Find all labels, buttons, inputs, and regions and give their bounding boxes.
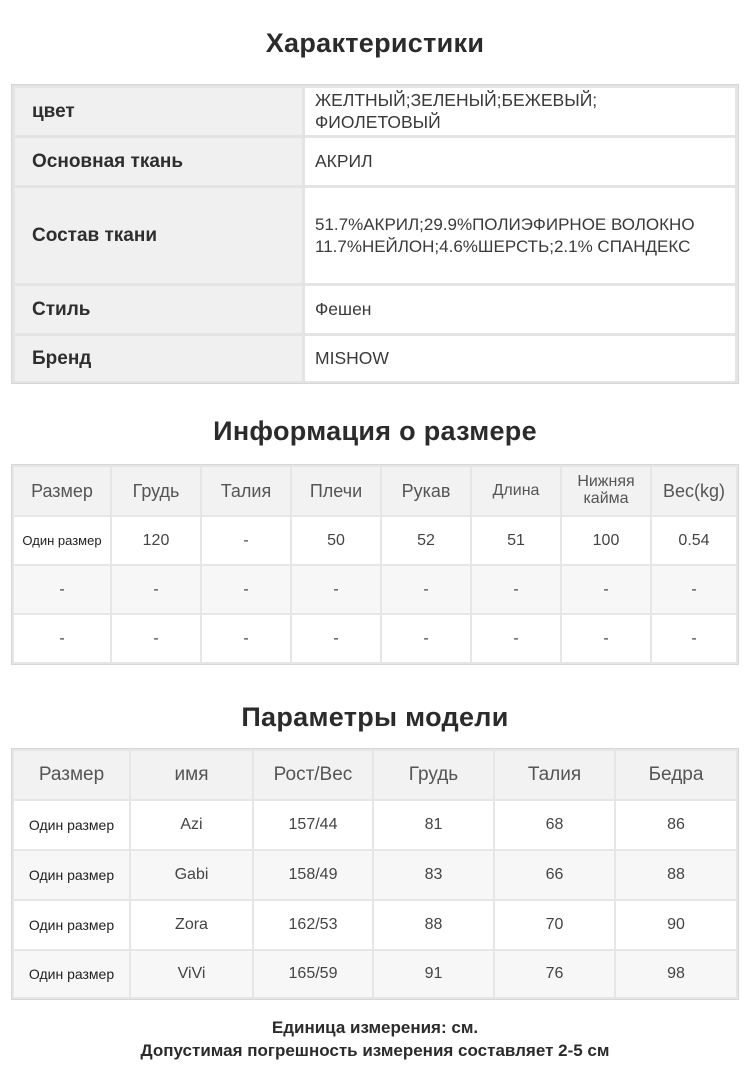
model-cell: 90 — [616, 901, 736, 949]
model-header-cell: Бедра — [616, 751, 736, 799]
model-cell: Azi — [131, 801, 252, 849]
model-cell: 88 — [374, 901, 493, 949]
size-cell: - — [472, 566, 560, 613]
size-cell: 50 — [292, 517, 380, 564]
size-header-cell: Плечи — [292, 467, 380, 515]
size-header-cell: Длина — [472, 467, 560, 515]
size-header-cell: Талия — [202, 467, 290, 515]
model-cell: 158/49 — [254, 851, 372, 899]
char-label: Стиль — [15, 286, 302, 333]
size-cell: - — [562, 566, 650, 613]
size-cell: - — [112, 566, 200, 613]
size-cell: - — [292, 566, 380, 613]
model-cell: 83 — [374, 851, 493, 899]
size-header-row — [14, 467, 736, 515]
model-cell: 70 — [495, 901, 614, 949]
size-info-table — [11, 464, 739, 665]
char-row-brand — [15, 336, 735, 381]
char-row-main-fabric — [15, 138, 735, 185]
size-cell: - — [202, 615, 290, 662]
size-cell: 100 — [562, 517, 650, 564]
char-value: АКРИЛ — [305, 138, 735, 185]
model-header-cell: Талия — [495, 751, 614, 799]
size-cell: 52 — [382, 517, 470, 564]
model-cell: ViVi — [131, 951, 252, 997]
size-cell: 51 — [472, 517, 560, 564]
size-cell: 120 — [112, 517, 200, 564]
char-value: Фешен — [305, 286, 735, 333]
size-info-title: Информация о размере — [213, 416, 537, 446]
char-label: цвет — [15, 88, 302, 135]
model-data-row — [14, 851, 736, 899]
size-cell: - — [292, 615, 380, 662]
model-cell: Один размер — [14, 801, 129, 849]
char-value: 51.7%АКРИЛ;29.9%ПОЛИЭФИРНОЕ ВОЛОКНО 11.7%НЕЙЛОН;4.6%ШЕРСТЬ;2.1% СПАНДЕКС — [305, 188, 735, 283]
size-cell: - — [652, 615, 736, 662]
model-cell: 165/59 — [254, 951, 372, 997]
size-cell: - — [382, 615, 470, 662]
size-data-row — [14, 517, 736, 564]
model-header-cell: Грудь — [374, 751, 493, 799]
model-cell: Один размер — [14, 901, 129, 949]
model-params-table — [11, 748, 739, 1000]
model-header-cell: Рост/Вес — [254, 751, 372, 799]
model-data-row — [14, 951, 736, 997]
size-cell: - — [382, 566, 470, 613]
model-cell: 91 — [374, 951, 493, 997]
model-params-title: Параметры модели — [241, 702, 509, 732]
model-cell: 157/44 — [254, 801, 372, 849]
characteristics-title: Характеристики — [265, 28, 485, 58]
model-cell: 88 — [616, 851, 736, 899]
model-cell: Один размер — [14, 951, 129, 997]
char-value: ЖЕЛТНЫЙ;ЗЕЛЕНЫЙ;БЕЖЕВЫЙ; ФИОЛЕТОВЫЙ — [305, 88, 735, 135]
model-cell: 86 — [616, 801, 736, 849]
size-cell: - — [112, 615, 200, 662]
size-cell: - — [562, 615, 650, 662]
model-cell: Zora — [131, 901, 252, 949]
size-cell: - — [14, 615, 110, 662]
footer-tolerance-note: Допустимая погрешность измерения составляет 2-5 см — [140, 1041, 610, 1060]
char-row-style — [15, 286, 735, 333]
char-value: MISHOW — [305, 336, 735, 381]
model-cell: 76 — [495, 951, 614, 997]
model-cell: 98 — [616, 951, 736, 997]
size-header-cell: Нижняя кайма — [562, 467, 650, 515]
model-cell: 81 — [374, 801, 493, 849]
model-cell: Один размер — [14, 851, 129, 899]
size-cell: Один размер — [14, 517, 110, 564]
size-header-cell: Размер — [14, 467, 110, 515]
model-data-row — [14, 901, 736, 949]
size-header-cell: Грудь — [112, 467, 200, 515]
size-cell: - — [202, 517, 290, 564]
characteristics-table — [11, 84, 739, 384]
size-data-row — [14, 566, 736, 613]
size-cell: - — [14, 566, 110, 613]
char-label: Состав ткани — [15, 188, 302, 283]
char-label: Бренд — [15, 336, 302, 381]
char-row-color — [15, 88, 735, 135]
footer-unit-note: Единица измерения: см. — [271, 1018, 479, 1037]
model-data-row — [14, 801, 736, 849]
size-data-row — [14, 615, 736, 662]
size-cell: 0.54 — [652, 517, 736, 564]
size-header-cell: Вес(kg) — [652, 467, 736, 515]
char-row-composition — [15, 188, 735, 283]
size-cell: - — [652, 566, 736, 613]
model-header-cell: имя — [131, 751, 252, 799]
model-header-row — [14, 751, 736, 799]
size-cell: - — [202, 566, 290, 613]
model-cell: 162/53 — [254, 901, 372, 949]
model-cell: 68 — [495, 801, 614, 849]
model-header-cell: Размер — [14, 751, 129, 799]
char-label: Основная ткань — [15, 138, 302, 185]
size-cell: - — [472, 615, 560, 662]
size-header-cell: Рукав — [382, 467, 470, 515]
model-cell: Gabi — [131, 851, 252, 899]
model-cell: 66 — [495, 851, 614, 899]
